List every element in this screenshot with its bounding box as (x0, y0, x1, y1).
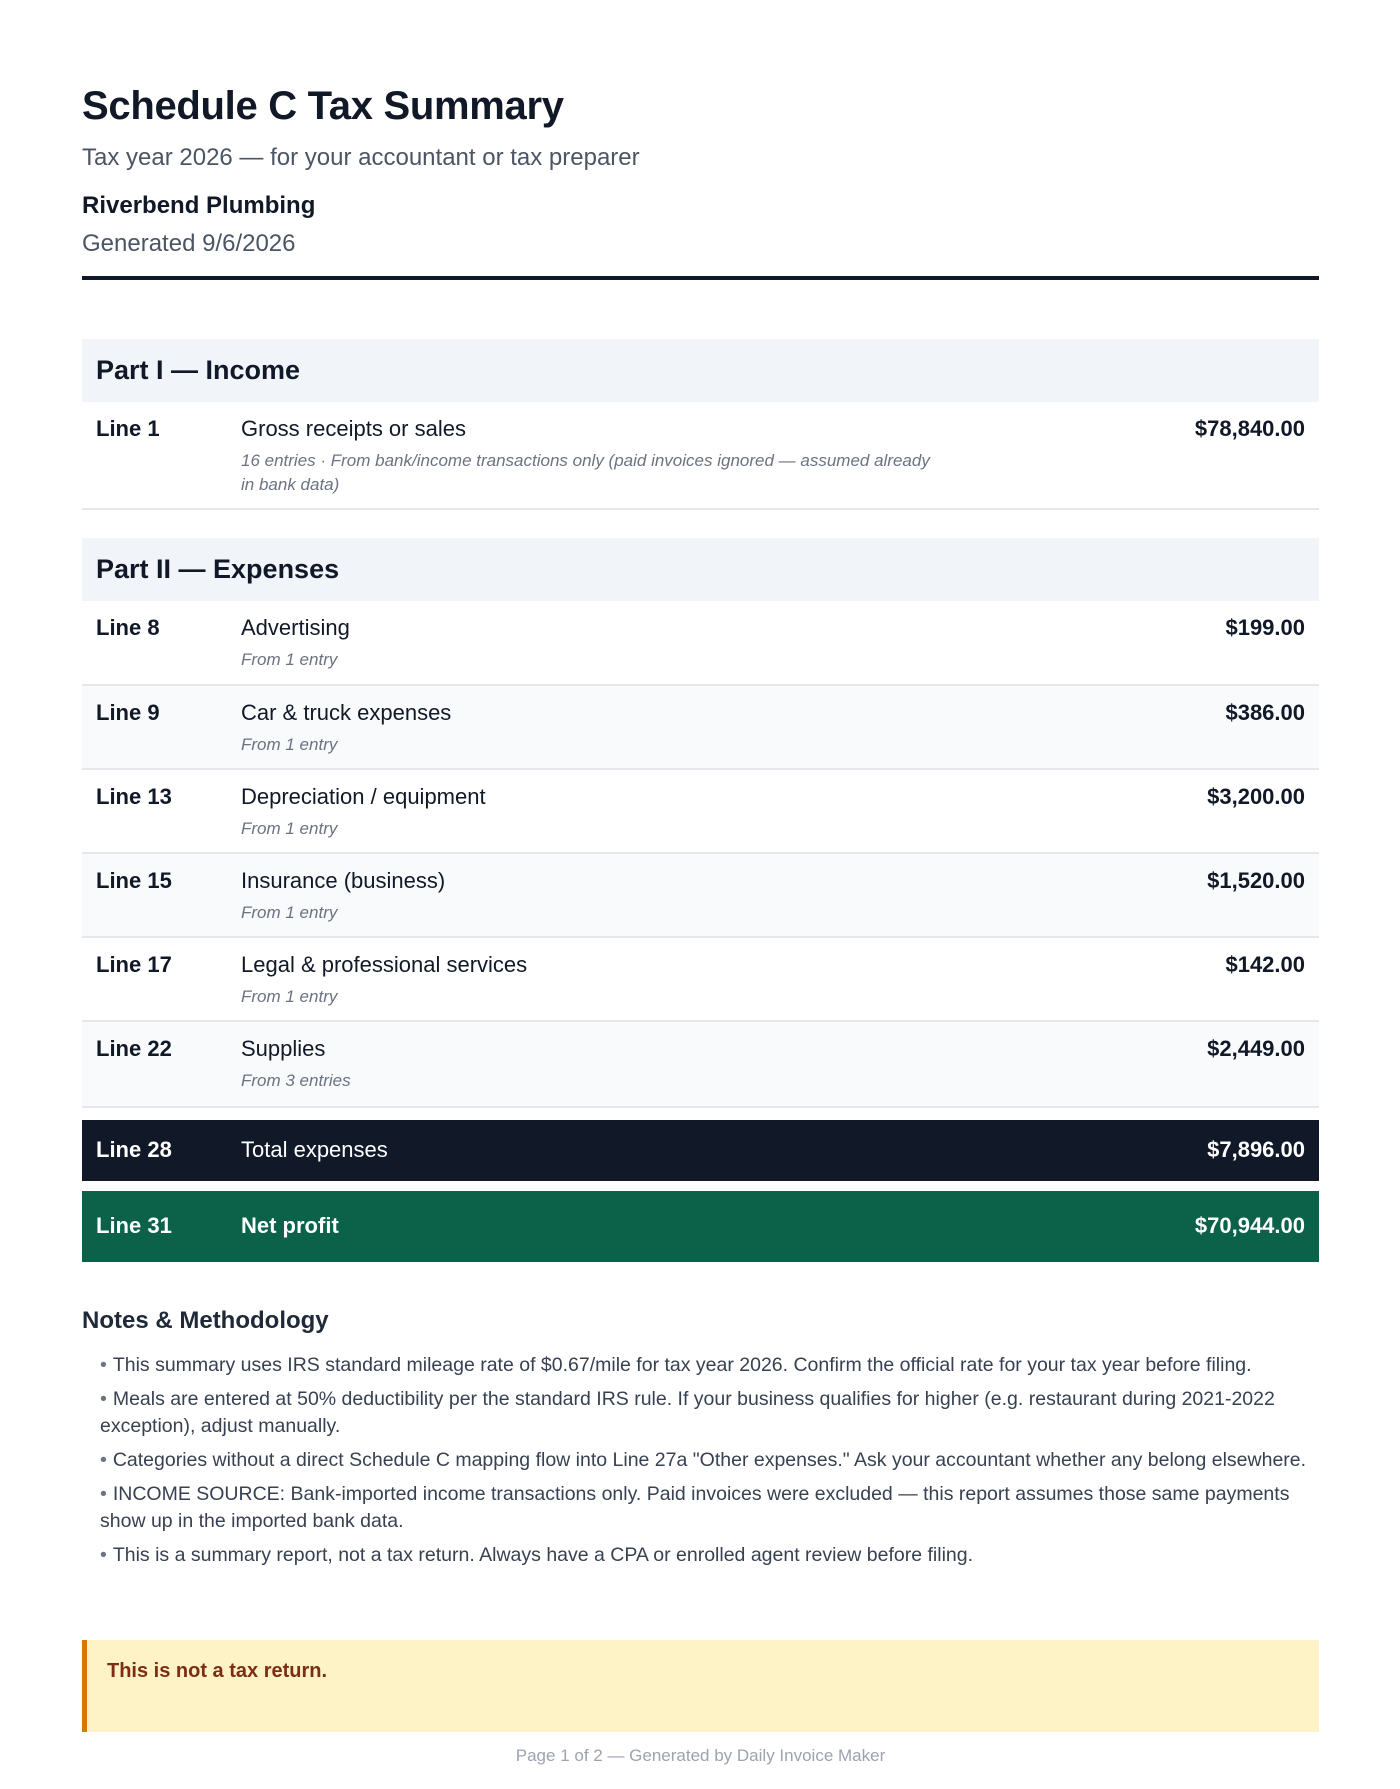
line-number: Line 28 (96, 1137, 172, 1162)
table-row (82, 601, 1319, 686)
page-footer: Page 1 of 2 — Generated by Daily Invoice Maker (515, 1746, 886, 1765)
bullet-icon: • (100, 1388, 107, 1410)
page-title: Schedule C Tax Summary (82, 84, 564, 128)
notes-list (100, 1352, 1322, 1576)
line-note: From 1 entry (241, 819, 338, 838)
list-item (100, 1386, 1322, 1440)
table-row (82, 1022, 1319, 1108)
line-number: Line 9 (96, 700, 160, 725)
table-row (82, 854, 1319, 938)
list-item (100, 1542, 1322, 1569)
bullet-icon: • (100, 1449, 107, 1471)
line-number: Line 13 (96, 784, 172, 809)
line-amount: $3,200.00 (1207, 784, 1305, 809)
line-number: Line 15 (96, 868, 172, 893)
line-note: From 3 entries (241, 1071, 351, 1090)
line-amount: $2,449.00 (1207, 1036, 1305, 1061)
list-item (100, 1481, 1322, 1535)
bullet-icon: • (100, 1354, 107, 1376)
line-number: Line 1 (96, 416, 160, 441)
line-amount: $70,944.00 (1194, 1213, 1305, 1238)
list-item (100, 1447, 1322, 1474)
line-note: From 1 entry (241, 650, 338, 669)
header-divider (82, 276, 1319, 280)
bullet-icon: • (100, 1544, 107, 1566)
line-amount: $78,840.00 (1194, 416, 1305, 441)
line-description: Total expenses (241, 1137, 388, 1162)
line-note: From 1 entry (241, 735, 338, 754)
line-description: Insurance (business) (241, 868, 446, 893)
note-text: Meals are entered at 50% deductibility per the standard IRS rule. If your business qualifies for higher (e.g. restaurant during 2021-2022 exception), adjust manually. (100, 1388, 1275, 1437)
line-description: Net profit (241, 1213, 339, 1238)
line-note: 16 entries · From bank/income transactions only (paid invoices ignored — assumed already in bank data) (241, 451, 930, 494)
line-note: From 1 entry (241, 903, 338, 922)
note-text: This summary uses IRS standard mileage rate of $0.67/mile for tax year 2026. Confirm the official rate for your tax year before filing. (112, 1354, 1252, 1376)
part-1-heading: Part I — Income (82, 339, 1319, 402)
list-item (100, 1352, 1322, 1379)
line-note: From 1 entry (241, 987, 338, 1006)
page-subtitle: Tax year 2026 — for your accountant or tax preparer (82, 144, 640, 171)
line-description: Car & truck expenses (241, 700, 452, 725)
note-text: INCOME SOURCE: Bank-imported income transactions only. Paid invoices were excluded — this report assumes those same payments show up in the imported bank data. (100, 1483, 1290, 1532)
line-description: Gross receipts or sales (241, 416, 466, 441)
business-name: Riverbend Plumbing (82, 192, 316, 219)
line-amount: $199.00 (1225, 615, 1305, 640)
table-row (82, 938, 1319, 1022)
line-number: Line 8 (96, 615, 160, 640)
note-text: Categories without a direct Schedule C mapping flow into Line 27a "Other expenses." Ask your accountant whether any belong elsewhere. (112, 1449, 1307, 1471)
generated-date: Generated 9/6/2026 (82, 230, 296, 257)
table-row (82, 686, 1319, 770)
table-row (82, 402, 1319, 510)
net-profit-row (82, 1191, 1319, 1262)
warning-text: This is not a tax return. (107, 1660, 328, 1682)
part-2-heading: Part II — Expenses (82, 538, 1319, 601)
total-expenses-row (82, 1120, 1319, 1181)
bullet-icon: • (100, 1483, 107, 1505)
line-number: Line 31 (96, 1213, 172, 1238)
notes-heading: Notes & Methodology (82, 1307, 329, 1334)
line-number: Line 22 (96, 1036, 172, 1061)
line-description: Depreciation / equipment (241, 784, 486, 809)
line-description: Supplies (241, 1036, 326, 1061)
line-amount: $7,896.00 (1207, 1137, 1305, 1162)
note-text: This is a summary report, not a tax return. Always have a CPA or enrolled agent review before filing. (112, 1544, 974, 1566)
line-amount: $142.00 (1225, 952, 1305, 977)
table-row (82, 770, 1319, 854)
warning-callout (82, 1640, 1319, 1732)
line-description: Legal & professional services (241, 952, 528, 977)
line-amount: $1,520.00 (1207, 868, 1305, 893)
line-description: Advertising (241, 615, 350, 640)
line-number: Line 17 (96, 952, 172, 977)
line-amount: $386.00 (1225, 700, 1305, 725)
